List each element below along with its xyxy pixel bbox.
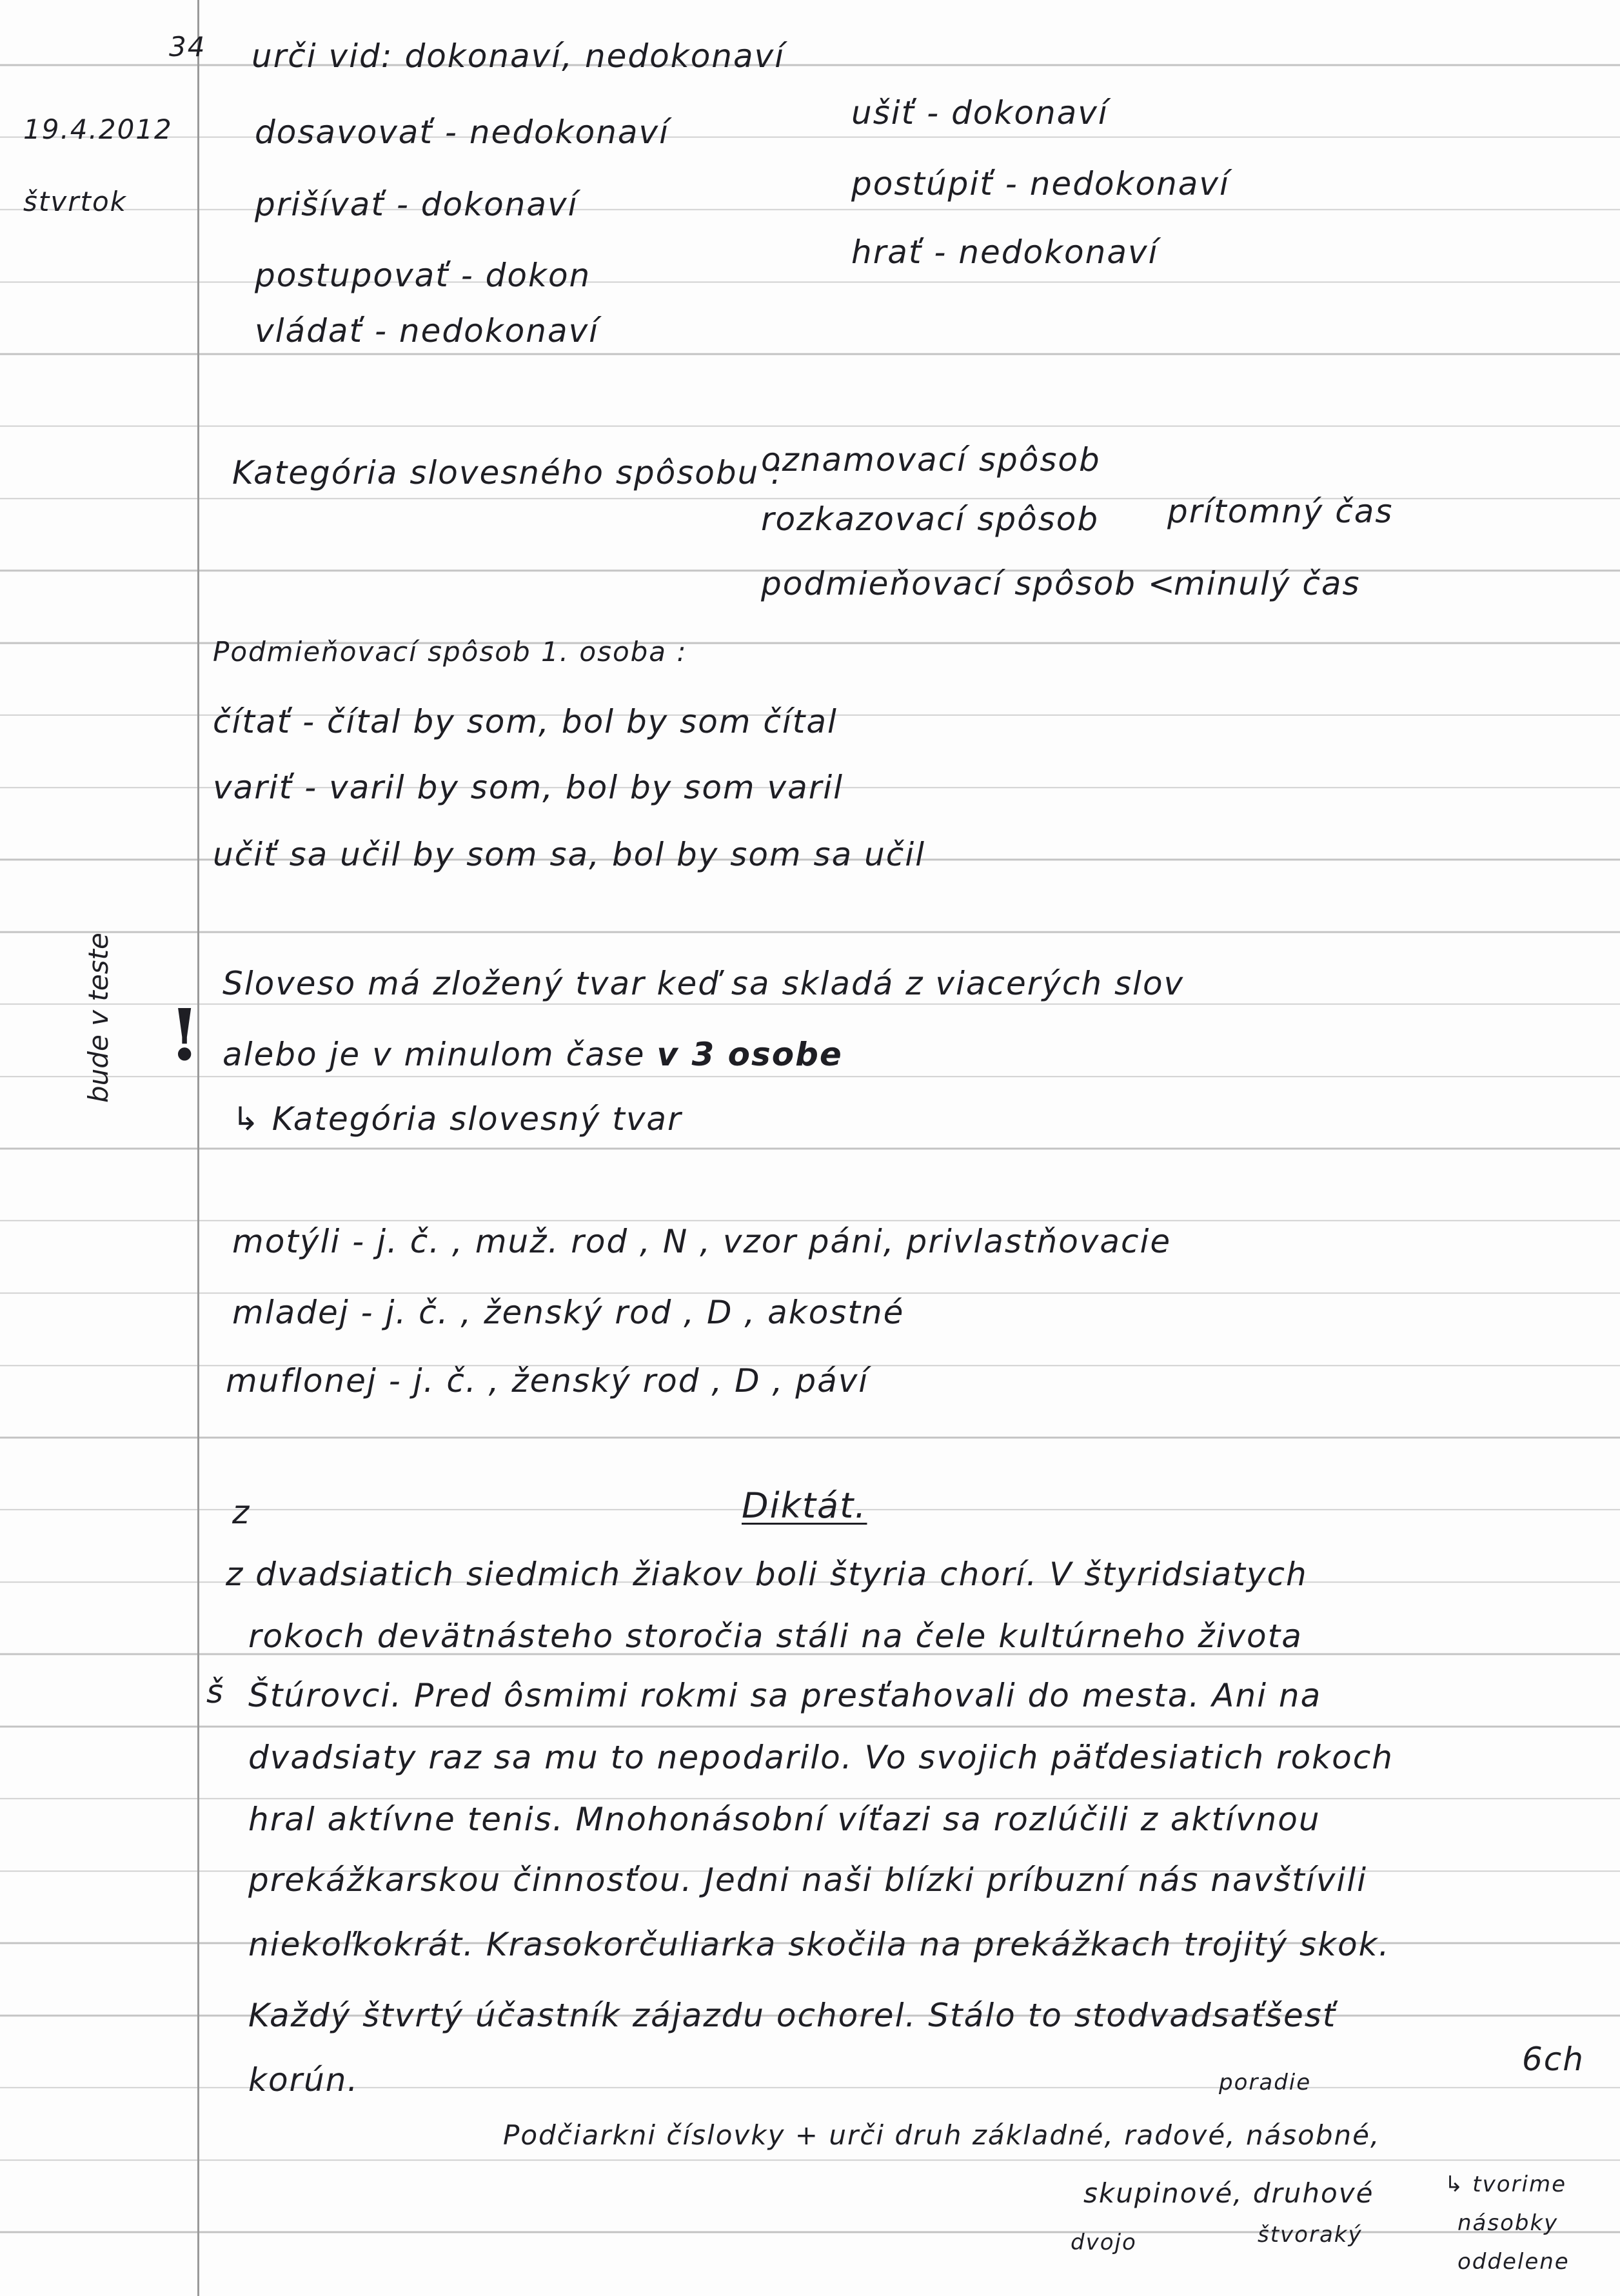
kategoria-item-2: rozkazovací spôsob	[761, 500, 1100, 538]
diktat-letter: z	[232, 1494, 251, 1531]
diktat-line-5: hral aktívne tenis. Mnohonásobní víťazi sa rozlúčili z aktívnou	[248, 1801, 1321, 1838]
tvar-line-2-emph: v 3 osobe	[657, 1036, 843, 1073]
diktat-title: Diktát.	[742, 1485, 867, 1526]
podmienovaci-heading: Podmieňovací spôsob 1. osoba :	[213, 636, 687, 668]
diktat-line-6: prekážkarskou činnosťou. Jedni naši blízki príbuzní nás navštívili	[248, 1861, 1368, 1899]
diktat-line-3: Štúrovci. Pred ôsmimi rokmi sa presťahovali do mesta. Ani na	[248, 1677, 1322, 1714]
margin-line	[197, 0, 199, 2296]
kategoria-branch-1: prítomný čas	[1167, 493, 1394, 530]
diktat-line-9: korún.	[248, 2061, 359, 2099]
podciarkni-annotation: poradie	[1219, 2070, 1312, 2095]
kategoria-branch-2: minulý čas	[1174, 565, 1361, 602]
task1-left-1: dosavovať - nedokonaví	[255, 114, 669, 151]
diktat-line-7: niekoľkokrát. Krasokorčuliarka skočila na prekážkach trojitý skok.	[248, 1926, 1390, 1963]
task1-left-3: postupovať - dokon	[255, 257, 591, 294]
podciarkni-line-1: Podčiarkni číslovky + urči druh základné, radové, násobné,	[503, 2119, 1381, 2151]
diktat-line-2: rokoch devätnásteho storočia stáli na čele kultúrneho života	[248, 1618, 1303, 1655]
tvar-line-3: ↳ Kategória slovesný tvar	[232, 1100, 682, 1138]
weekday: štvrtok	[23, 186, 127, 217]
kategoria-label: Kategória slovesného spôsobu :	[232, 454, 784, 491]
podciarkni-note-2: násobky	[1457, 2210, 1559, 2236]
podciarkni-sub-1: dvojo	[1071, 2230, 1137, 2255]
margin-note-test: bude v teste	[83, 933, 114, 1103]
margin-letter-s: š	[206, 1673, 225, 1710]
exclamation-mark: !	[169, 993, 201, 1076]
diktat-line-1: z dvadsiatich siedmich žiakov boli štyria chorí. V štyridsiatych	[226, 1556, 1308, 1593]
task1-left-2: prišívať - dokonaví	[255, 186, 578, 223]
podciarkni-line-2: skupinové, druhové	[1083, 2177, 1374, 2209]
tvar-line-1: Sloveso má zložený tvar keď sa skladá z viacerých slov	[222, 965, 1185, 1002]
podciarkni-sub-2: štvoraký	[1258, 2222, 1363, 2248]
podciarkni-note-1: ↳ tvorime	[1445, 2172, 1567, 2197]
podciarkni-note-3: oddelene	[1457, 2249, 1570, 2275]
tvar-line-2	[222, 1038, 843, 1071]
diktat-grade: 6ch	[1522, 2041, 1585, 2078]
task1-right-3: hrať - nedokonaví	[851, 233, 1159, 271]
noun-row-3: muflonej - j. č. , ženský rod , D , páví	[226, 1362, 869, 1400]
kategoria-item-1: oznamovací spôsob	[761, 441, 1101, 479]
page-number: 34	[169, 31, 206, 63]
diktat-line-8: Každý štvrtý účastník zájazdu ochorel. Stálo to stodvadsaťšesť	[248, 1997, 1337, 2034]
noun-row-2: mladej - j. č. , ženský rod , D , akostné	[232, 1294, 905, 1331]
task1-left-4: vládať - nedokonaví	[255, 312, 600, 350]
diktat-line-4: dvadsiaty raz sa mu to nepodarilo. Vo svojich päťdesiatich rokoch	[248, 1739, 1394, 1776]
task1-right-1: ušiť - dokonaví	[851, 94, 1109, 132]
task1-heading: urči vid: dokonaví, nedokonaví	[252, 37, 785, 75]
podmienovaci-row-2: variť - varil by som, bol by som varil	[213, 769, 844, 806]
podmienovaci-row-1: čítať - čítal by som, bol by som čítal	[213, 703, 838, 740]
noun-row-1: motýli - j. č. , muž. rod , N , vzor páni, privlastňovacie	[232, 1223, 1172, 1260]
task1-right-2: postúpiť - nedokonaví	[851, 165, 1230, 203]
date: 19.4.2012	[23, 114, 173, 145]
kategoria-item-3: podmieňovací spôsob <	[761, 565, 1176, 602]
tvar-line-2-text: alebo je v minulom čase	[222, 1036, 657, 1073]
podmienovaci-row-3: učiť sa učil by som sa, bol by som sa učil	[213, 836, 926, 873]
